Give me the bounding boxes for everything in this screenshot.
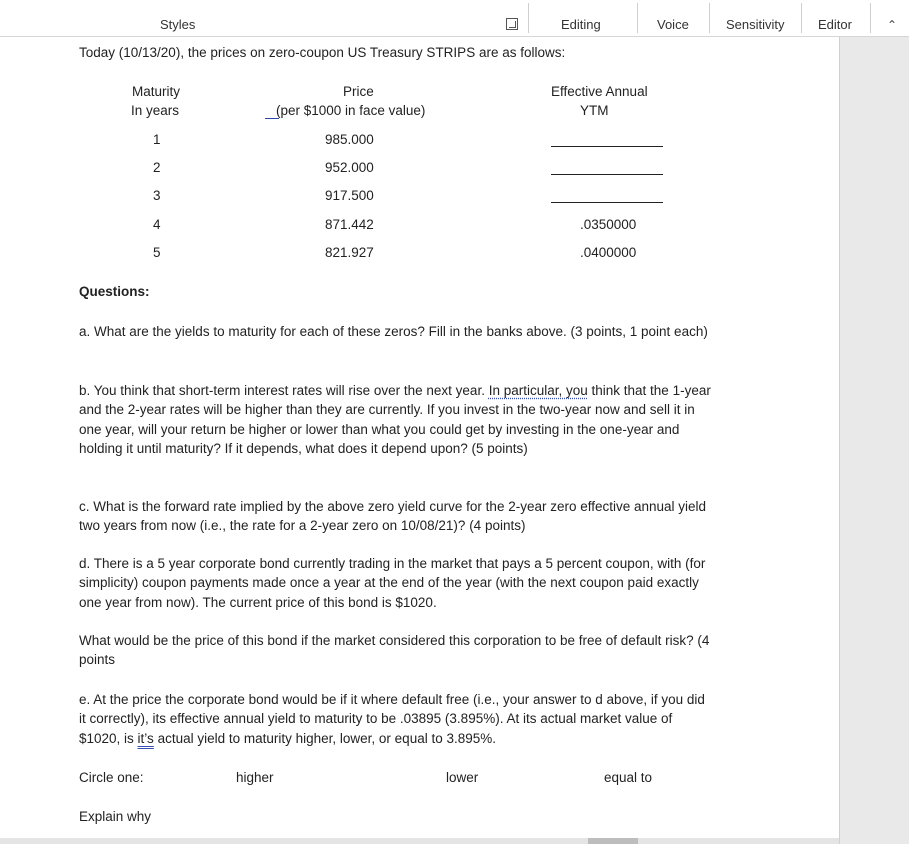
option-lower: lower	[446, 770, 479, 785]
row-price: 917.500	[325, 188, 374, 203]
row-maturity: 3	[153, 188, 161, 203]
question-e	[79, 690, 711, 748]
intro-text: Today (10/13/20), the prices on zero-coupon US Treasury STRIPS are as follows:	[79, 45, 566, 60]
ribbon-separator	[528, 3, 529, 33]
sensitivity-button[interactable]: Sensitivity	[726, 17, 785, 32]
header-in-years: In years	[131, 103, 180, 118]
row-maturity: 4	[153, 217, 161, 232]
header-maturity: Maturity	[132, 84, 181, 99]
ribbon-separator	[870, 3, 871, 33]
ribbon-bar	[0, 0, 909, 37]
hyperlink-underline	[265, 118, 279, 119]
question-a: a. What are the yields to maturity for each of these zeros? Fill in the banks above. (3 points, 1 point each)	[79, 324, 708, 339]
option-higher: higher	[236, 770, 274, 785]
page-side-gutter	[839, 37, 909, 844]
row-price: 952.000	[325, 160, 374, 175]
styles-group-label[interactable]: Styles	[160, 17, 196, 32]
scrollbar-thumb[interactable]	[588, 838, 638, 844]
question-d-followup: What would be the price of this bond if the market considered this corporation to be free of default risk? (4 points	[79, 633, 710, 668]
row-maturity: 1	[153, 132, 161, 147]
ribbon-separator	[801, 3, 802, 33]
questions-heading: Questions:	[79, 284, 150, 299]
spelling-flag[interactable]: it’s	[137, 730, 154, 746]
row-maturity: 5	[153, 245, 161, 260]
row-ytm: .0400000	[580, 245, 637, 260]
grammar-flag[interactable]: In particular, you	[488, 383, 588, 398]
ribbon-separator	[709, 3, 710, 33]
question-d: d. There is a 5 year corporate bond currently trading in the market that pays a 5 percent coupon, with (for simplicity) coupon payments made once a year at the end of the year (with the next coupon paid exactly one year from now). The current price of this bond is $1020.	[79, 556, 706, 610]
question-b	[79, 381, 711, 458]
ribbon-separator	[637, 3, 638, 33]
row-ytm: .0350000	[580, 217, 637, 232]
question-b-text: b. You think that short-term interest rates will rise over the next year.	[79, 383, 489, 398]
question-e-text: actual yield to maturity higher, lower, or equal to 3.895%.	[153, 730, 497, 746]
collapse-ribbon-chevron-up-icon[interactable]: ⌃	[887, 18, 898, 32]
question-c: c. What is the forward rate implied by the above zero yield curve for the 2-year zero effective annual yield two years from now (i.e., the rate for a 2-year zero on 10/08/21)? (4 points)	[79, 499, 707, 534]
voice-button[interactable]: Voice	[657, 17, 689, 32]
header-effective-annual: Effective Annual	[551, 84, 648, 99]
ytm-blank-line[interactable]	[551, 202, 663, 203]
explain-why-label: Explain why	[79, 809, 152, 824]
header-ytm: YTM	[580, 103, 609, 118]
row-maturity: 2	[153, 160, 161, 175]
question-e-text: e. At the price the corporate bond would be if it where default free (i.e., your answer to d above, if you did it correctly), its effective annual yield to maturity to be .03895 (3.895%). At its actual market value of $1020, is	[79, 692, 705, 746]
row-price: 871.442	[325, 217, 374, 232]
question-b-text: think that the 1-year and the 2-year rates will be higher than they are currently. If you invest in the two-year now and sell it in one year, will your return be higher or lower than what you could get by investing in the one-year and holding it until maturity? If it depends, what does it depend upon? (5 points)	[79, 383, 711, 456]
styles-dialog-launcher-icon[interactable]	[506, 18, 518, 30]
row-price: 821.927	[325, 245, 374, 260]
header-price-sub: (per $1000 in face value)	[276, 103, 426, 118]
row-price: 985.000	[325, 132, 374, 147]
ytm-blank-line[interactable]	[551, 174, 663, 175]
option-equal-to: equal to	[604, 770, 653, 785]
ytm-blank-line[interactable]	[551, 146, 663, 147]
circle-one-label: Circle one:	[79, 770, 144, 785]
editor-button[interactable]: Editor	[818, 17, 852, 32]
editing-button[interactable]: Editing	[561, 17, 601, 32]
horizontal-scrollbar[interactable]	[0, 838, 839, 844]
header-price: Price	[343, 84, 374, 99]
